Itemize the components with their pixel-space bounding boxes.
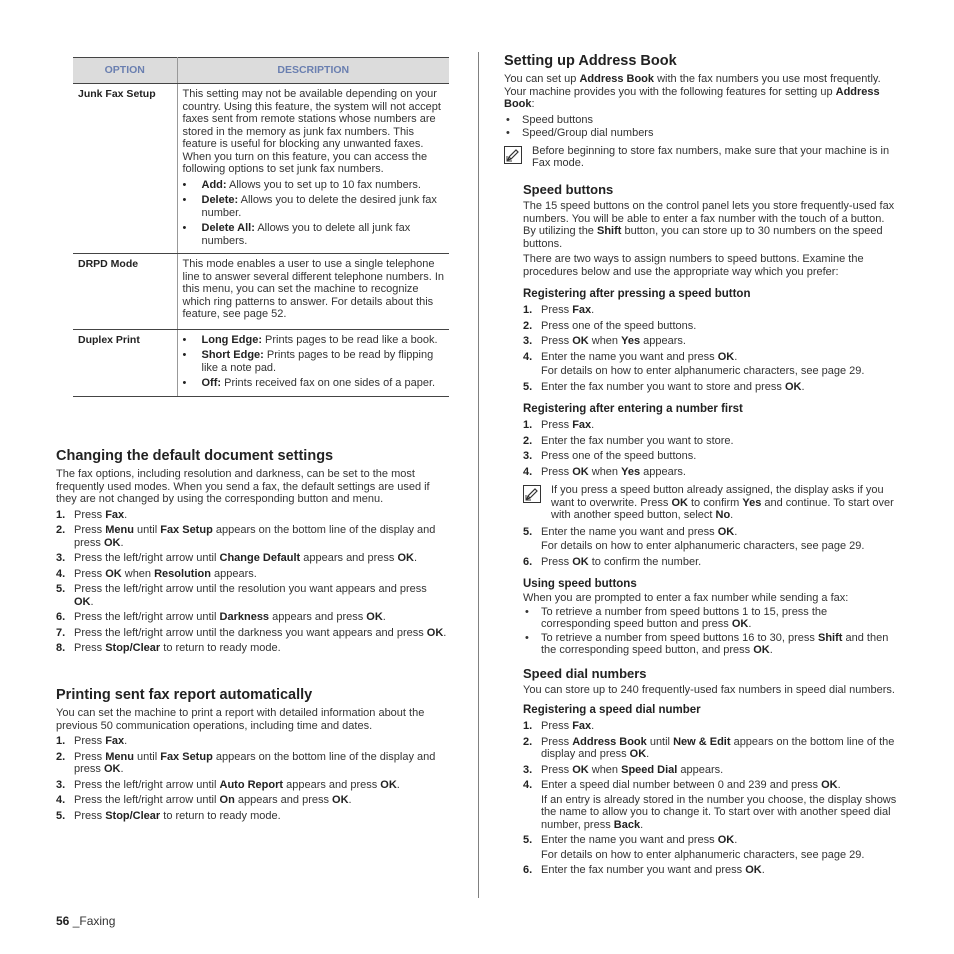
table-header-row — [73, 58, 449, 84]
description-text: This setting may not be available depending on your country. Using this feature, the system will not accept faxes sent from remote stations whose numbers are stored in the memory as junk fax numbers. This feature is useful for blocking any unwanted faxes. — [182, 88, 441, 150]
paragraph: There are two ways to assign numbers to speed buttons. Examine the procedures below and use the appropriate way which you prefer: — [523, 253, 864, 278]
address-section — [504, 53, 898, 170]
note-box — [523, 484, 898, 522]
step-item: 1. Press Fax. — [523, 419, 595, 431]
steps-list — [56, 509, 449, 655]
procedure-title: Using speed buttons — [523, 578, 637, 590]
step-item: 8. Press Stop/Clear to return to ready mode. — [56, 642, 281, 654]
step-item: 6. Enter the fax number you want and press OK. — [523, 864, 765, 876]
option-list — [183, 334, 445, 390]
list-item: • Speed/Group dial numbers — [504, 127, 898, 140]
step-item: 3. Press OK when Speed Dial appears. — [523, 763, 724, 776]
section-title: Changing the default document settings — [56, 448, 334, 464]
procedure-title: Registering after pressing a speed button — [523, 288, 751, 300]
paragraph: You can store up to 240 frequently-used fax numbers in speed dial numbers. — [523, 683, 895, 696]
step-item: 6. Press OK to confirm the number. — [523, 555, 702, 568]
step-item: 4. Press OK when Yes appears. — [523, 465, 686, 478]
section-title: Printing sent fax report automatically — [56, 687, 313, 703]
description-text: When you turn on this feature, you can access the following options to set junk fax numbers. — [182, 150, 428, 175]
note-text: Before beginning to store fax numbers, make sure that your machine is in Fax mode. — [532, 144, 890, 169]
list-item: • Long Edge: Prints pages to be read like a book. — [183, 334, 445, 347]
column-divider — [478, 52, 479, 898]
paragraph: The 15 speed buttons on the control panel lets you store frequently-used fax numbers. You will be able to enter a fax number with the touch of a button. By utilizing the Shift button, you can store up to 30 numbers on the speed buttons. — [523, 200, 895, 250]
step-item: 3. Press the left/right arrow until Auto Report appears and press OK. — [56, 778, 400, 791]
procedure-title: Registering a speed dial number — [523, 704, 701, 716]
steps-list — [523, 304, 898, 393]
option-list — [183, 179, 445, 248]
list-item: • To retrieve a number from speed buttons 1 to 15, press the corresponding speed button and press OK. — [523, 606, 898, 631]
step-item: 3. Press the left/right arrow until Change Default appears and press OK. — [56, 552, 417, 564]
step-item: 2. Press one of the speed buttons. — [523, 319, 697, 332]
column-header-option: OPTION — [73, 58, 177, 84]
step-item: 5. Press the left/right arrow until the resolution you want appears and press OK. — [56, 583, 427, 608]
step-item: 5. Enter the name you want and press OK. For details on how to enter alphanumeric characters, see page 29. — [523, 525, 865, 552]
step-item: 2. Press Menu until Fax Setup appears on the bottom line of the display and press OK. — [56, 750, 436, 775]
steps-list — [523, 720, 898, 877]
procedure-title: Registering after entering a number first — [523, 403, 743, 415]
step-item: 3. Press OK when Yes appears. — [523, 335, 686, 347]
step-item: 6. Press the left/right arrow until Darkness appears and press OK. — [56, 611, 386, 623]
step-item: 1. Press Fax. — [523, 720, 595, 732]
step-item: 2. Press Address Book until New & Edit appears on the bottom line of the display and press OK. — [523, 735, 895, 760]
option-description — [177, 329, 449, 396]
list-item: • To retrieve a number from speed buttons 16 to 30, press Shift and then the corresponding speed button, and press OK. — [523, 632, 898, 657]
step-item: 4. Press the left/right arrow until On appears and press OK. — [56, 794, 352, 806]
steps-list — [523, 419, 898, 478]
note-text: If you press a speed button already assigned, the display asks if you want to overwrite. Press OK to confirm Yes and continue. To start over with another speed button, select No. — [551, 484, 894, 521]
step-item: 1. Press Fax. — [523, 304, 595, 316]
section-title: Setting up Address Book — [504, 53, 677, 69]
note-box — [504, 145, 898, 170]
printing-section — [56, 687, 449, 822]
table-row — [73, 84, 449, 254]
bullet-list — [523, 606, 898, 657]
step-item: 5. Press Stop/Clear to return to ready mode. — [56, 809, 281, 822]
option-name: Junk Fax Setup — [73, 84, 177, 254]
list-item: • Short Edge: Prints pages to be read by flipping like a note pad. — [183, 349, 445, 374]
step-item: 2. Enter the fax number you want to store. — [523, 434, 734, 447]
step-item: 2. Press Menu until Fax Setup appears on the bottom line of the display and press OK. — [56, 524, 436, 549]
table-row — [73, 254, 449, 330]
list-item: • Delete: Allows you to delete the desired junk fax number. — [183, 194, 445, 219]
column-header-description: DESCRIPTION — [177, 58, 449, 84]
section-intro: The fax options, including resolution and darkness, can be set to the most frequently used modes. When you send a fax, the default settings are used if they are not changed by using the corresponding button and menu. — [56, 468, 430, 505]
list-item: • Add: Allows you to set up to 10 fax numbers. — [183, 179, 445, 192]
step-item: 5. Enter the fax number you want to store and press OK. — [523, 380, 805, 393]
option-description — [177, 254, 449, 330]
steps-list — [523, 526, 898, 569]
subsection-title: Speed buttons — [523, 182, 614, 197]
option-name: DRPD Mode — [73, 254, 177, 330]
step-item: 4. Press OK when Resolution appears. — [56, 567, 257, 580]
table-row — [73, 329, 449, 396]
step-item: 3. Press one of the speed buttons. — [523, 450, 697, 462]
page-footer — [56, 915, 115, 928]
steps-list — [56, 735, 449, 822]
list-item: • Delete All: Allows you to delete all junk fax numbers. — [183, 222, 445, 247]
subsection-title: Speed dial numbers — [523, 665, 647, 681]
step-item: 1. Press Fax. — [56, 735, 128, 747]
section-intro: You can set up Address Book with the fax numbers you use most frequently. Your machine provides you with the following features for setting up Address Book: — [504, 73, 881, 110]
note-icon — [504, 146, 522, 164]
page-number: 56 — [56, 914, 70, 928]
options-table — [73, 57, 449, 397]
option-description — [177, 84, 449, 254]
step-item: 1. Press Fax. — [56, 508, 128, 521]
list-item: • Off: Prints received fax on one sides of a paper. — [183, 377, 445, 390]
step-item: 5. Enter the name you want and press OK. For details on how to enter alphanumeric characters, see page 29. — [523, 834, 865, 861]
step-item: 4. Enter a speed dial number between 0 and 239 and press OK. If an entry is already stored in the number you choose, the display shows the name to allow you to change it. To start over with another speed dial number, press Back. — [523, 779, 897, 831]
paragraph: When you are prompted to enter a fax number while sending a fax: — [523, 592, 849, 604]
speed-buttons-section — [523, 182, 898, 877]
list-item: • Speed buttons — [504, 114, 898, 127]
option-name: Duplex Print — [73, 329, 177, 396]
step-item: 7. Press the left/right arrow until the darkness you want appears and press OK. — [56, 626, 447, 639]
feature-list — [504, 114, 898, 140]
step-item: 4. Enter the name you want and press OK. For details on how to enter alphanumeric characters, see page 29. — [523, 350, 865, 377]
footer-section: _Faxing — [69, 914, 116, 928]
note-icon — [523, 485, 541, 503]
section-intro: You can set the machine to print a report with detailed information about the previous 50 communication operations, including time and dates. — [56, 707, 425, 732]
description-text: This mode enables a user to use a single telephone line to answer several different telephone numbers. In this menu, you can set the machine to recognize which ring patterns to answer. For details about this feature, see page 52. — [182, 258, 445, 320]
changing-section — [56, 448, 449, 655]
